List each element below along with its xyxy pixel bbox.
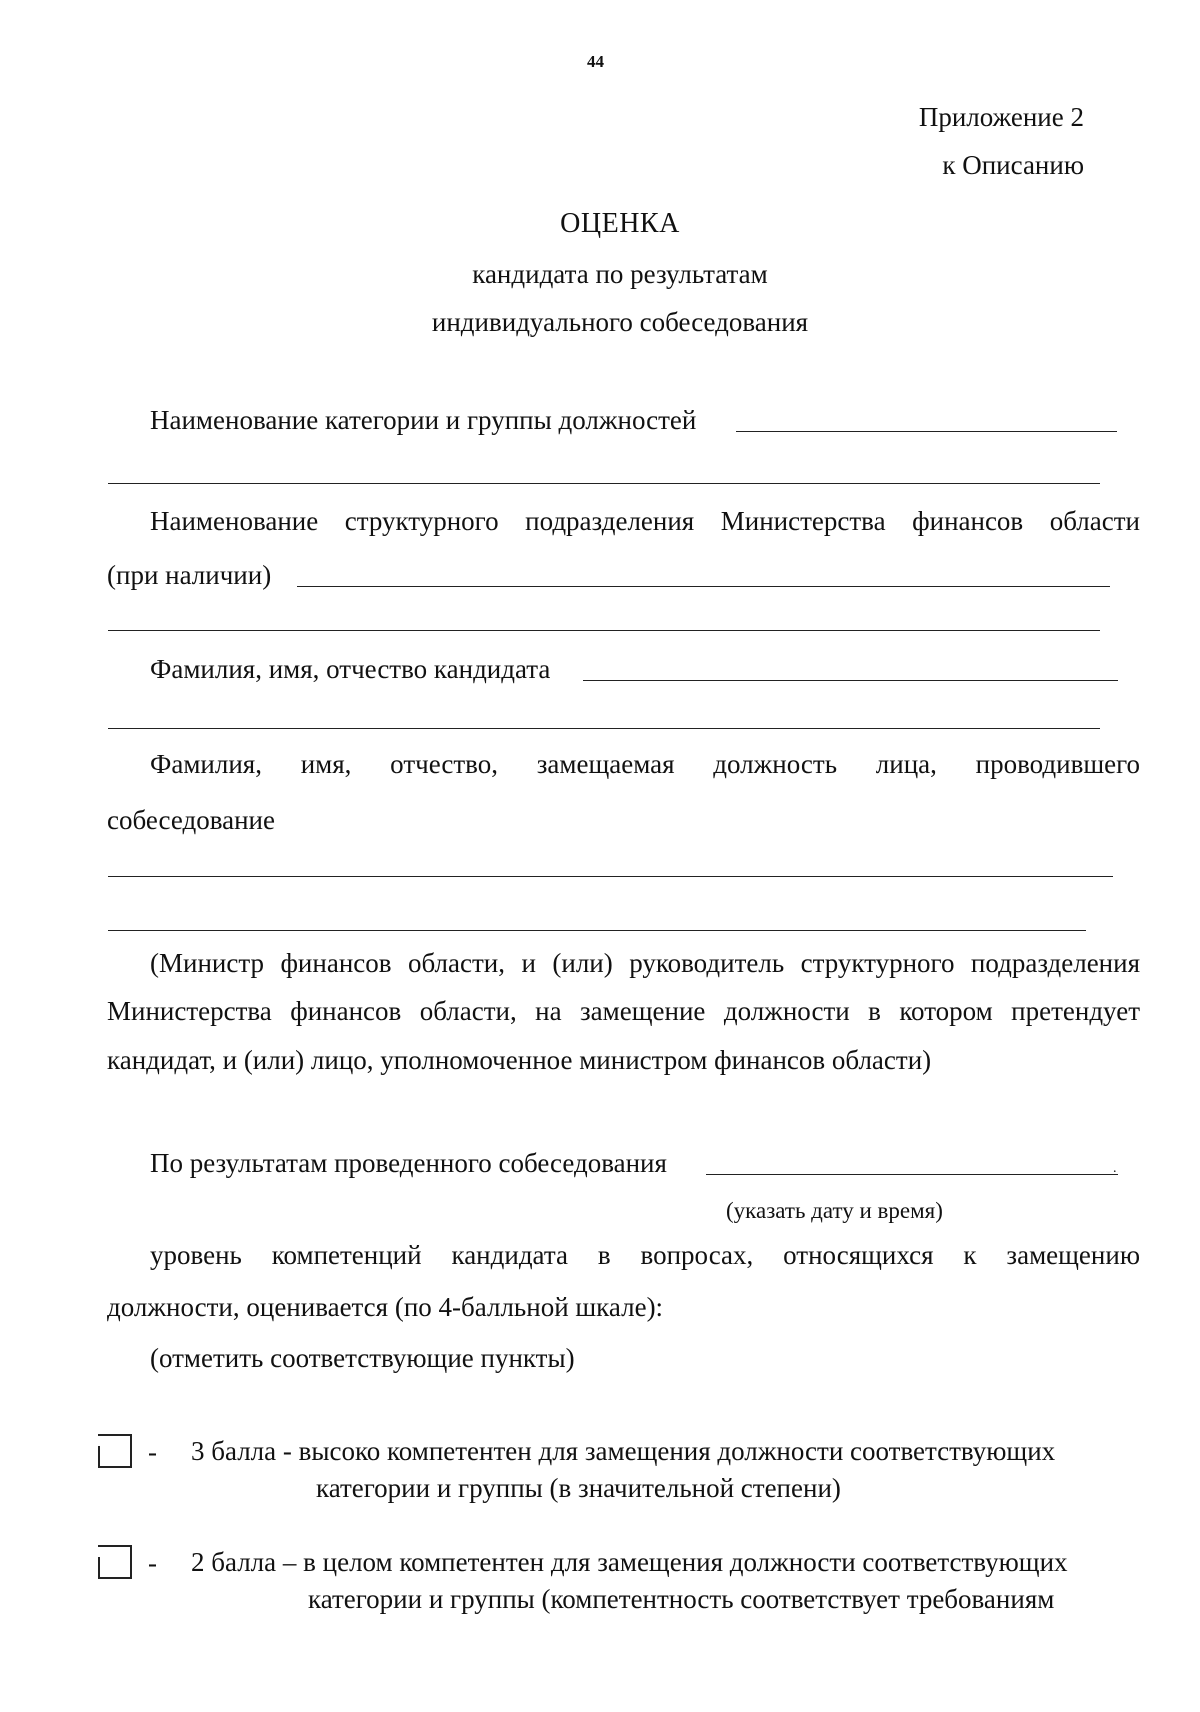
appendix-number: Приложение 2: [918, 102, 1084, 132]
page-number: 44: [587, 52, 604, 71]
interviewer-note-line1: (Министр финансов области, и (или) руководитель структурного подразделения: [150, 948, 1140, 978]
date-time-input-end-mark: .: [1113, 1161, 1117, 1176]
department-input-line[interactable]: [297, 586, 1110, 587]
interviewer-input-line[interactable]: [108, 876, 1113, 877]
option-3-points-dash: -: [148, 1437, 157, 1467]
competence-level-line2: должности, оценивается (по 4-балльной шкале):: [107, 1292, 664, 1322]
option-2-points-text-line2: категории и группы (компетентность соответствует требованиям: [308, 1584, 1055, 1614]
document-subtitle-line2: индивидуального собеседования: [431, 307, 809, 337]
interviewer-note-line3: кандидат, и (или) лицо, уполномоченное министром финансов области): [107, 1045, 932, 1075]
interviewer-label-line2: собеседование: [107, 805, 275, 835]
option-3-points-text-line2: категории и группы (в значительной степени): [316, 1473, 841, 1503]
mark-items-hint: (отметить соответствующие пункты): [150, 1343, 575, 1373]
date-time-hint: (указать дату и время): [726, 1198, 943, 1223]
option-2-points-text-line1: 2 балла – в целом компетентен для замещения должности соответствующих: [191, 1547, 1068, 1577]
appendix-reference: к Описанию: [942, 150, 1084, 180]
interviewer-note-line2: Министерства финансов области, на замещение должности в котором претендует: [107, 996, 1140, 1026]
category-label: Наименование категории и группы должностей: [150, 405, 697, 435]
document-subtitle-line1: кандидата по результатам: [472, 259, 768, 289]
document-title: ОЦЕНКА: [560, 208, 680, 239]
date-time-input-line[interactable]: [706, 1174, 1118, 1175]
department-label-line2: (при наличии): [107, 560, 272, 590]
results-intro: По результатам проведенного собеседования: [150, 1148, 667, 1178]
interviewer-input-line-2[interactable]: [108, 930, 1086, 931]
candidate-name-label: Фамилия, имя, отчество кандидата: [150, 654, 551, 684]
candidate-name-input-line-2[interactable]: [108, 728, 1100, 729]
option-2-points-checkbox[interactable]: [98, 1545, 132, 1579]
option-3-points-checkbox[interactable]: [98, 1434, 132, 1468]
option-2-points-dash: -: [148, 1548, 157, 1578]
department-input-line-2[interactable]: [108, 630, 1100, 631]
competence-level-line1: уровень компетенций кандидата в вопросах, относящихся к замещению: [150, 1240, 1140, 1270]
interviewer-label-line1: Фамилия, имя, отчество, замещаемая должность лица, проводившего: [150, 749, 1140, 779]
category-input-line-2[interactable]: [108, 483, 1100, 484]
candidate-name-input-line[interactable]: [583, 680, 1118, 681]
category-input-line[interactable]: [736, 431, 1117, 432]
department-label-line1: Наименование структурного подразделения Министерства финансов области: [150, 506, 1140, 536]
option-3-points-text-line1: 3 балла - высоко компетентен для замещения должности соответствующих: [191, 1436, 1056, 1466]
